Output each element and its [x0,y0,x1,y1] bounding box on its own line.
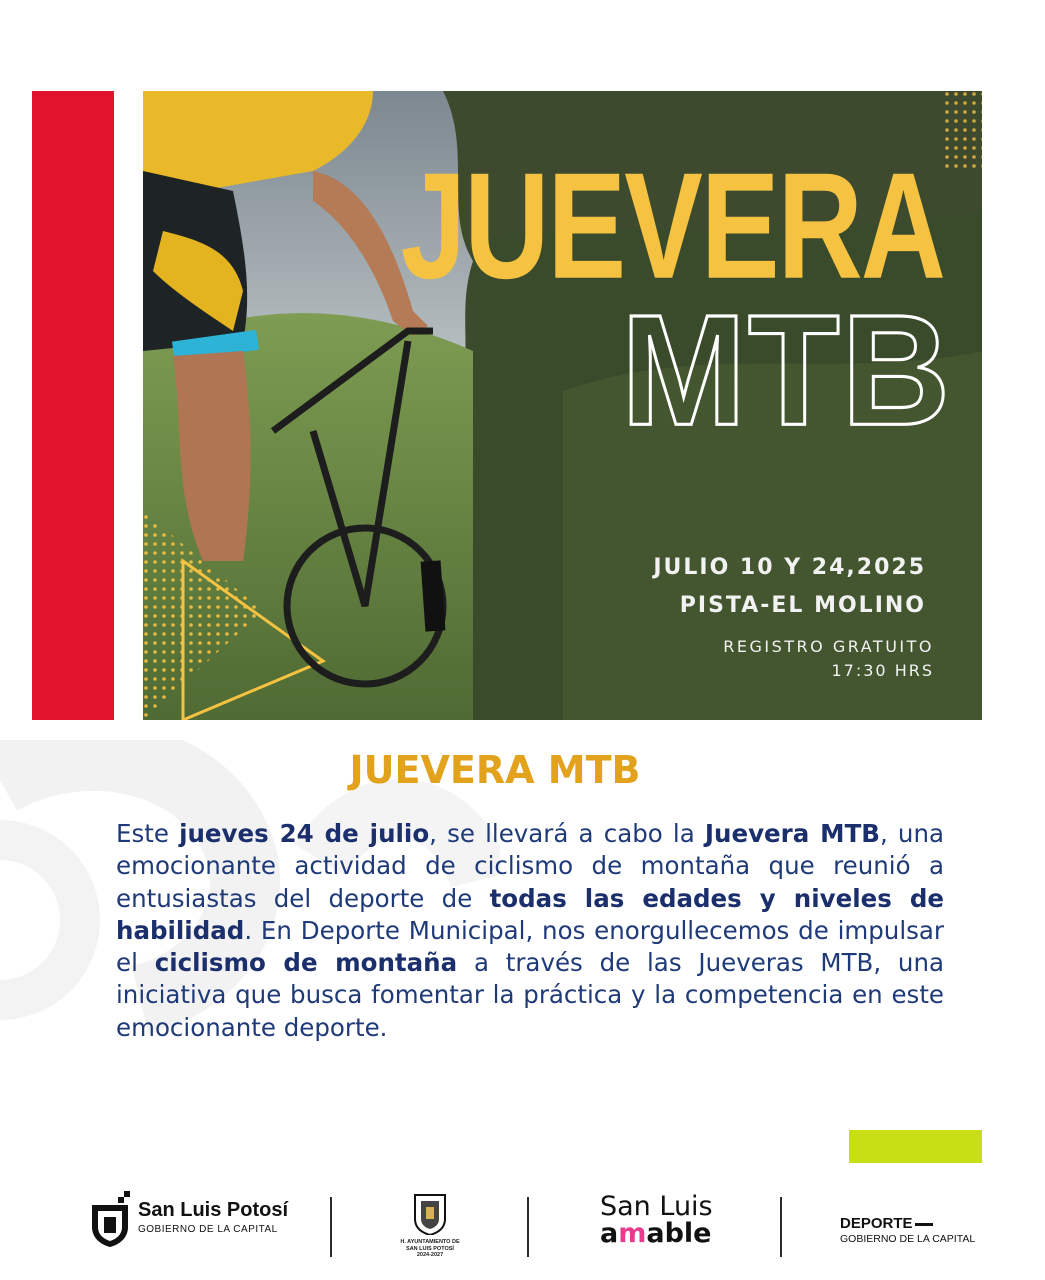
amable-a: a [600,1218,619,1249]
deporte-word: DEPORTE [840,1215,913,1232]
ayuntamiento-logo [390,1193,470,1259]
amable-line-2 [600,1220,713,1248]
shield-icon [413,1193,447,1235]
body-emphasis: Juevera MTB [704,819,880,848]
body-emphasis: jueves 24 de julio [179,819,430,848]
deporte-subtitle: GOBIERNO DE LA CAPITAL [840,1233,976,1245]
red-accent-bar [32,91,114,720]
ayto-line-3: 2024-2027 [416,1252,444,1259]
slp-name: San Luis Potosí [138,1199,289,1221]
body-segment: a través de las Jueveras MTB, una iniciativa que busca fomentar la práctica y la competencia en este emocionante deporte. [116,948,945,1042]
poster-date: JULIO 10 Y 24,2025 [653,555,926,580]
body-segment: Este [116,819,180,848]
coat-of-arms-icon [88,1187,132,1247]
body-segment: , se llevará a cabo la [429,819,705,848]
ayto-line-1: H. AYUNTAMIENTO DE [400,1239,460,1245]
body-segment: , una emocionante actividad de ciclismo de montaña que reunió a entusiastas del deporte de [116,819,944,913]
poster-place: PISTA-EL MOLINO [679,593,926,618]
poster-registration: REGISTRO GRATUITO [723,637,934,656]
article-headline: JUEVERA MTB [349,748,641,792]
san-luis-potosi-logo [88,1187,288,1247]
deporte-title [840,1215,975,1232]
body-emphasis: todas las edades y niveles de habilidad [116,883,944,945]
lime-accent-bar [849,1130,982,1163]
poster-title: JUEVERA [400,142,944,311]
poster-subtitle: MTB [621,281,952,458]
deporte-logo [840,1215,975,1245]
amable-rest: able [646,1218,712,1249]
footer-divider [780,1197,782,1257]
body-segment: . En Deporte Municipal, nos enorgullecemos de impulsar el [116,915,944,978]
event-poster [143,91,982,720]
footer-divider [527,1197,529,1257]
amable-m: m [618,1218,647,1249]
amable-line-1: San Luis [600,1191,713,1222]
ayto-line-2: SAN LUIS POTOSÍ [406,1245,454,1252]
body-emphasis: ciclismo de montaña [154,948,458,978]
footer-divider [330,1197,332,1257]
article-body [116,818,944,1044]
poster-time: 17:30 HRS [831,661,934,680]
slp-subtitle: GOBIERNO DE LA CAPITAL [138,1224,278,1235]
footer-logos [0,1185,1045,1265]
san-luis-amable-logo [600,1193,713,1248]
